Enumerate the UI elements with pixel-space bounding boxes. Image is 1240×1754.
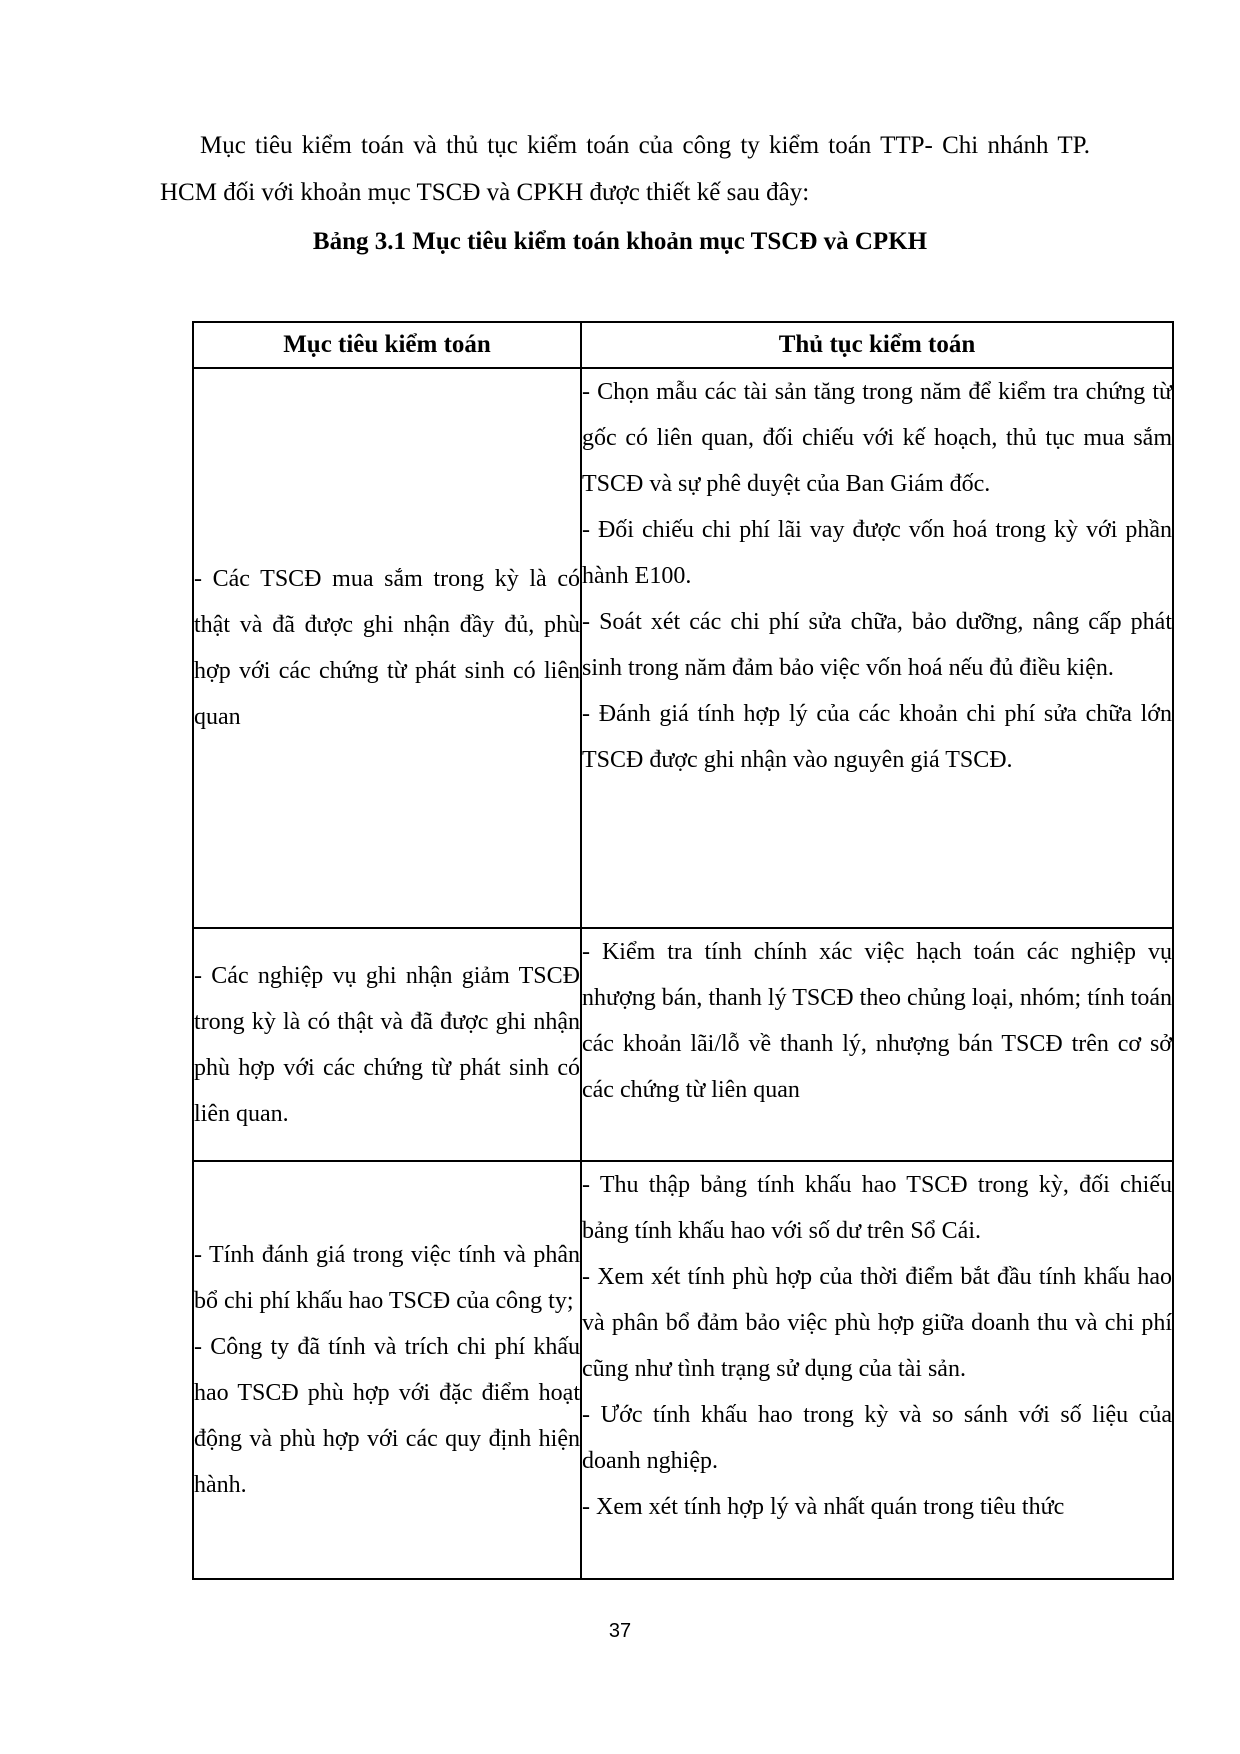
table-row [193,368,1173,928]
audit-objectives-table [192,321,1174,1580]
procedure-text: - Soát xét các chi phí sửa chữa, bảo dưỡng, nâng cấp phát sinh trong năm đảm bảo việc vốn hoá nếu đủ điều kiện. [582,609,1172,681]
page-number: 37 [608,1620,632,1642]
intro-paragraph: Mục tiêu kiểm toán và thủ tục kiểm toán của công ty kiểm toán TTP- Chi nhánh TP. HCM đối với khoản mục TSCĐ và CPKH được thiết kế sau đây: [160,132,1090,206]
table-caption: Bảng 3.1 Mục tiêu kiểm toán khoản mục TSCĐ và CPKH [312,228,928,255]
table-header-row [193,322,1173,368]
procedure-text: - Xem xét tính hợp lý và nhất quán trong tiêu thức [582,1494,1065,1520]
procedure-text: - Đối chiếu chi phí lãi vay được vốn hoá trong kỳ với phần hành E100. [582,517,1172,589]
procedure-text: - Ước tính khấu hao trong kỳ và so sánh với số liệu của doanh nghiệp. [582,1402,1172,1474]
procedure-cell [581,1161,1173,1579]
procedure-text: - Thu thập bảng tính khấu hao TSCĐ trong kỳ, đối chiếu bảng tính khấu hao với số dư trên Sổ Cái. [582,1172,1172,1244]
objective-cell [193,928,581,1161]
objective-cell [193,1161,581,1579]
objective-cell [193,368,581,928]
objective-text: - Tính đánh giá trong việc tính và phân bổ chi phí khấu hao TSCĐ của công ty; [194,1242,580,1314]
objective-text: - Các TSCĐ mua sắm trong kỳ là có thật và đã được ghi nhận đầy đủ, phù hợp với các chứng từ phát sinh có liên quan [194,566,580,730]
procedure-text: - Kiểm tra tính chính xác việc hạch toán các nghiệp vụ nhượng bán, thanh lý TSCĐ theo chủng loại, nhóm; tính toán các khoản lãi/lỗ về thanh lý, nhượng bán TSCĐ trên cơ sở các chứng từ liên quan [582,939,1172,1103]
procedure-text: - Đánh giá tính hợp lý của các khoản chi phí sửa chữa lớn TSCĐ được ghi nhận vào nguyên giá TSCĐ. [582,701,1172,773]
procedure-cell [581,928,1173,1161]
procedure-text: - Chọn mẫu các tài sản tăng trong năm để kiểm tra chứng từ gốc có liên quan, đối chiếu với kế hoạch, thủ tục mua sắm TSCĐ và sự phê duyệt của Ban Giám đốc. [582,379,1172,497]
table-row [193,928,1173,1161]
procedure-cell [581,368,1173,928]
column-header-objectives: Mục tiêu kiểm toán [193,322,581,368]
table-row [193,1161,1173,1579]
objective-text: - Các nghiệp vụ ghi nhận giảm TSCĐ trong kỳ là có thật và đã được ghi nhận phù hợp với các chứng từ phát sinh có liên quan. [194,962,580,1127]
column-header-procedures: Thủ tục kiểm toán [581,322,1173,368]
procedure-text: - Xem xét tính phù hợp của thời điểm bắt đầu tính khấu hao và phân bổ đảm bảo việc phù hợp giữa doanh thu và chi phí cũng như tình trạng sử dụng của tài sản. [582,1264,1172,1382]
objective-text: - Công ty đã tính và trích chi phí khấu hao TSCĐ phù hợp với đặc điểm hoạt động và phù hợp với các quy định hiện hành. [194,1334,580,1498]
